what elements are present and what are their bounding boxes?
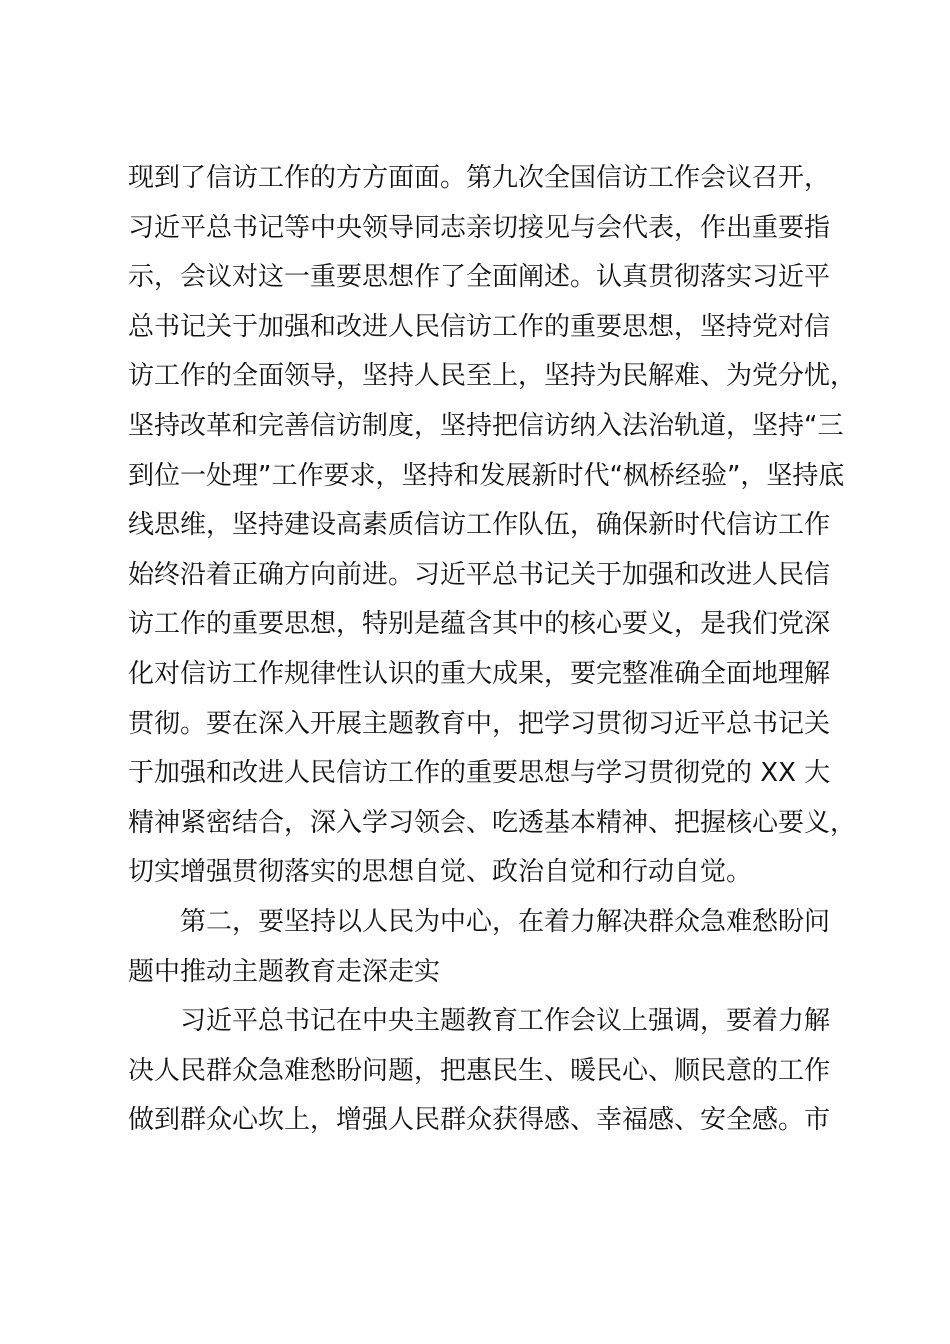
text-line: 切实增强贯彻落实的思想自觉、政治自觉和行动自觉。 — [128, 857, 753, 888]
text-line: 决人民群众急难愁盼问题，把惠民生、暖民心、顺民意的工作 — [128, 1055, 831, 1086]
text-line: 现到了信访工作的方方面面。第九次全国信访工作会议召开， — [128, 163, 831, 193]
text-line: 到位一处理”工作要求，坚持和发展新时代“枫桥经验”，坚持底 — [128, 460, 845, 491]
text-line: 线思维，坚持建设高素质信访工作队伍，确保新时代信访工作 — [128, 510, 831, 541]
section-heading-line: 题中推动主题教育走深走实 — [128, 956, 441, 987]
body-text — [128, 154, 858, 1146]
text-line: 坚持改革和完善信访制度，坚持把信访纳入法治轨道，坚持“三 — [128, 410, 844, 441]
text-line: 贯彻。要在深入开展主题教育中，把学习贯彻习近平总书记关 — [128, 708, 831, 739]
text-line: 访工作的全面领导，坚持人民至上，坚持为民解难、为党分忧， — [128, 361, 857, 392]
text-line: 访工作的重要思想，特别是蕴含其中的核心要义，是我们党深 — [128, 609, 831, 640]
section-heading-line: 第二，要坚持以人民为中心，在着力解决群众急难愁盼问 — [180, 906, 831, 937]
text-line: 习近平总书记等中央领导同志亲切接见与会代表，作出重要指 — [128, 212, 831, 243]
text-line: 习近平总书记在中央主题教育工作会议上强调，要着力解 — [180, 1006, 831, 1037]
text-line: 示，会议对这一重要思想作了全面阐述。认真贯彻落实习近平 — [128, 262, 831, 293]
text-line: 总书记关于加强和改进人民信访工作的重要思想，坚持党对信 — [128, 311, 831, 342]
text-line: 精神紧密结合，深入学习领会、吃透基本精神、把握核心要义， — [128, 807, 857, 838]
text-line: 化对信访工作规律性认识的重大成果，要完整准确全面地理解 — [128, 658, 831, 689]
text-line: 做到群众心坎上，增强人民群众获得感、幸福感、安全感。市 — [128, 1105, 831, 1136]
text-line: 始终沿着正确方向前进。习近平总书记关于加强和改进人民信 — [128, 559, 831, 590]
text-line: 于加强和改进人民信访工作的重要思想与学习贯彻党的 XX 大 — [128, 758, 831, 789]
